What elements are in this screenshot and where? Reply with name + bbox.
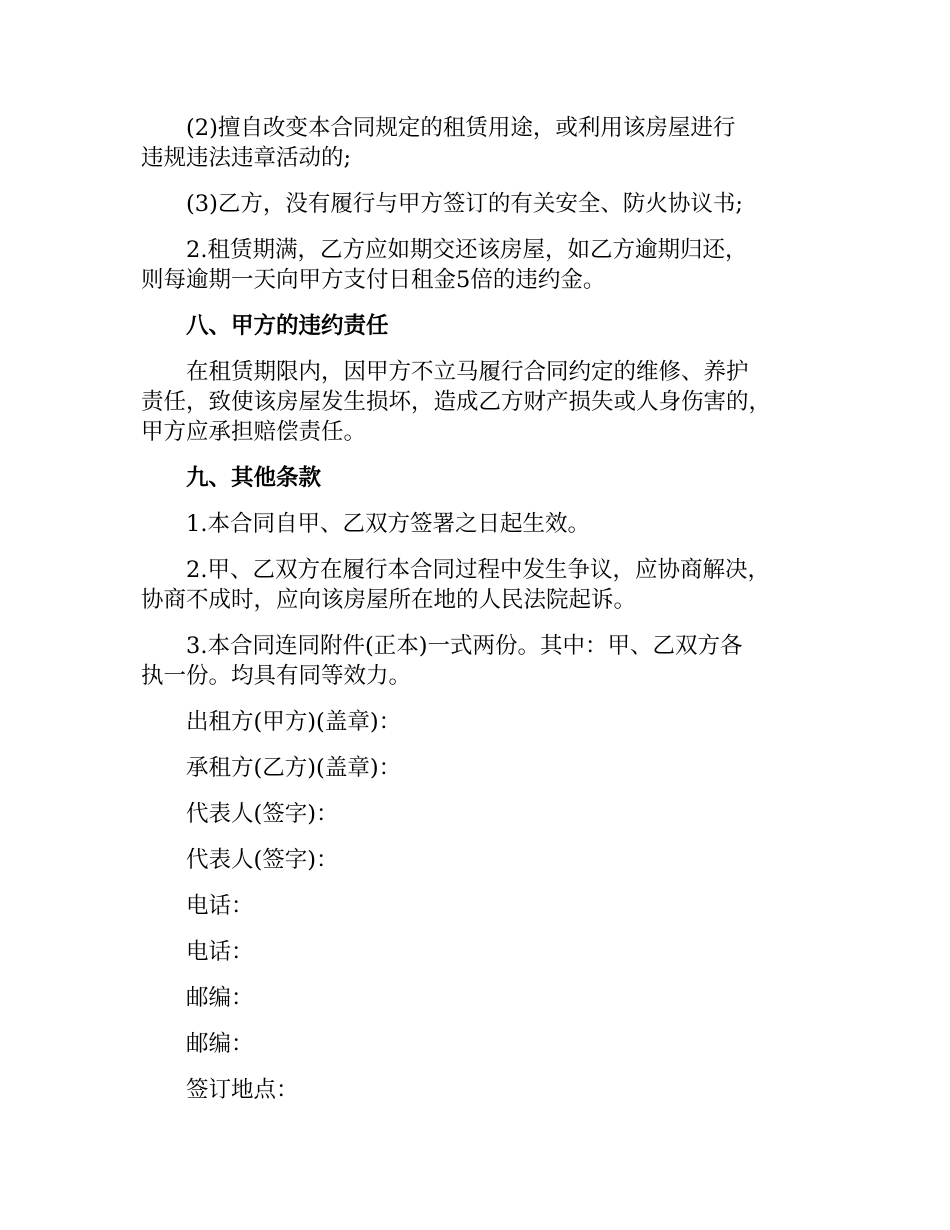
clause-8-text [141,357,813,447]
text-line: (3)乙方，没有履行与甲方签订的有关安全、防火协议书; [186,191,743,217]
text-line: 责任，致使该房屋发生损坏，造成乙方财产损失或人身伤害的， [141,389,772,415]
text-line: 出租方(甲方)(盖章)： [186,709,402,735]
text-line: 甲方应承担赔偿责任。 [141,419,367,445]
text-line: 代表人(签字)： [186,801,339,827]
text-line: 执一份。均具有同等效力。 [141,663,412,689]
signature-lessor [141,707,813,737]
text-line: 则每逾期一天向甲方支付日租金5倍的违约金。 [141,267,606,293]
clause-9-point-2 [141,555,813,615]
text-line: 协商不成时，应向该房屋所在地的人民法院起诉。 [141,587,637,613]
signature-phone-2 [141,937,813,967]
text-line: 邮编： [186,985,254,1011]
signature-phone-1 [141,891,813,921]
clause-7-item-3 [141,189,813,219]
clause-9-point-1 [141,509,813,539]
signature-zip-1 [141,983,813,1013]
signature-place [141,1075,813,1105]
text-line: 电话： [186,893,254,919]
text-line: (2)擅自改变本合同规定的租赁用途，或利用该房屋进行 [186,115,736,141]
text-line: 1.本合同自甲、乙双方签署之日起生效。 [186,511,590,537]
signature-representative-2 [141,845,813,875]
clause-9-point-3 [141,631,813,691]
text-line: 2.租赁期满，乙方应如期交还该房屋，如乙方逾期归还， [186,237,748,263]
clause-7-item-2 [141,113,813,173]
signature-zip-2 [141,1029,813,1059]
text-line: 电话： [186,939,254,965]
text-line: 2.甲、乙双方在履行本合同过程中发生争议，应协商解决， [186,557,770,583]
text-line: 邮编： [186,1031,254,1057]
text-line: 3.本合同连同附件(正本)一式两份。其中：甲、乙双方各 [186,633,743,659]
section-heading-8: 八、甲方的违约责任 [186,313,389,339]
text-line: 承租方(乙方)(盖章)： [186,755,402,781]
signature-representative-1 [141,799,813,829]
text-line: 在租赁期限内，因甲方不立马履行合同约定的维修、养护 [186,359,749,385]
text-line: 代表人(签字)： [186,847,339,873]
section-heading-9: 九、其他条款 [186,465,322,491]
text-line: 签订地点： [186,1077,299,1103]
signature-lessee [141,753,813,783]
clause-7-point-2 [141,235,813,295]
document-page [141,113,813,1121]
text-line: 违规违法违章活动的; [141,145,352,171]
